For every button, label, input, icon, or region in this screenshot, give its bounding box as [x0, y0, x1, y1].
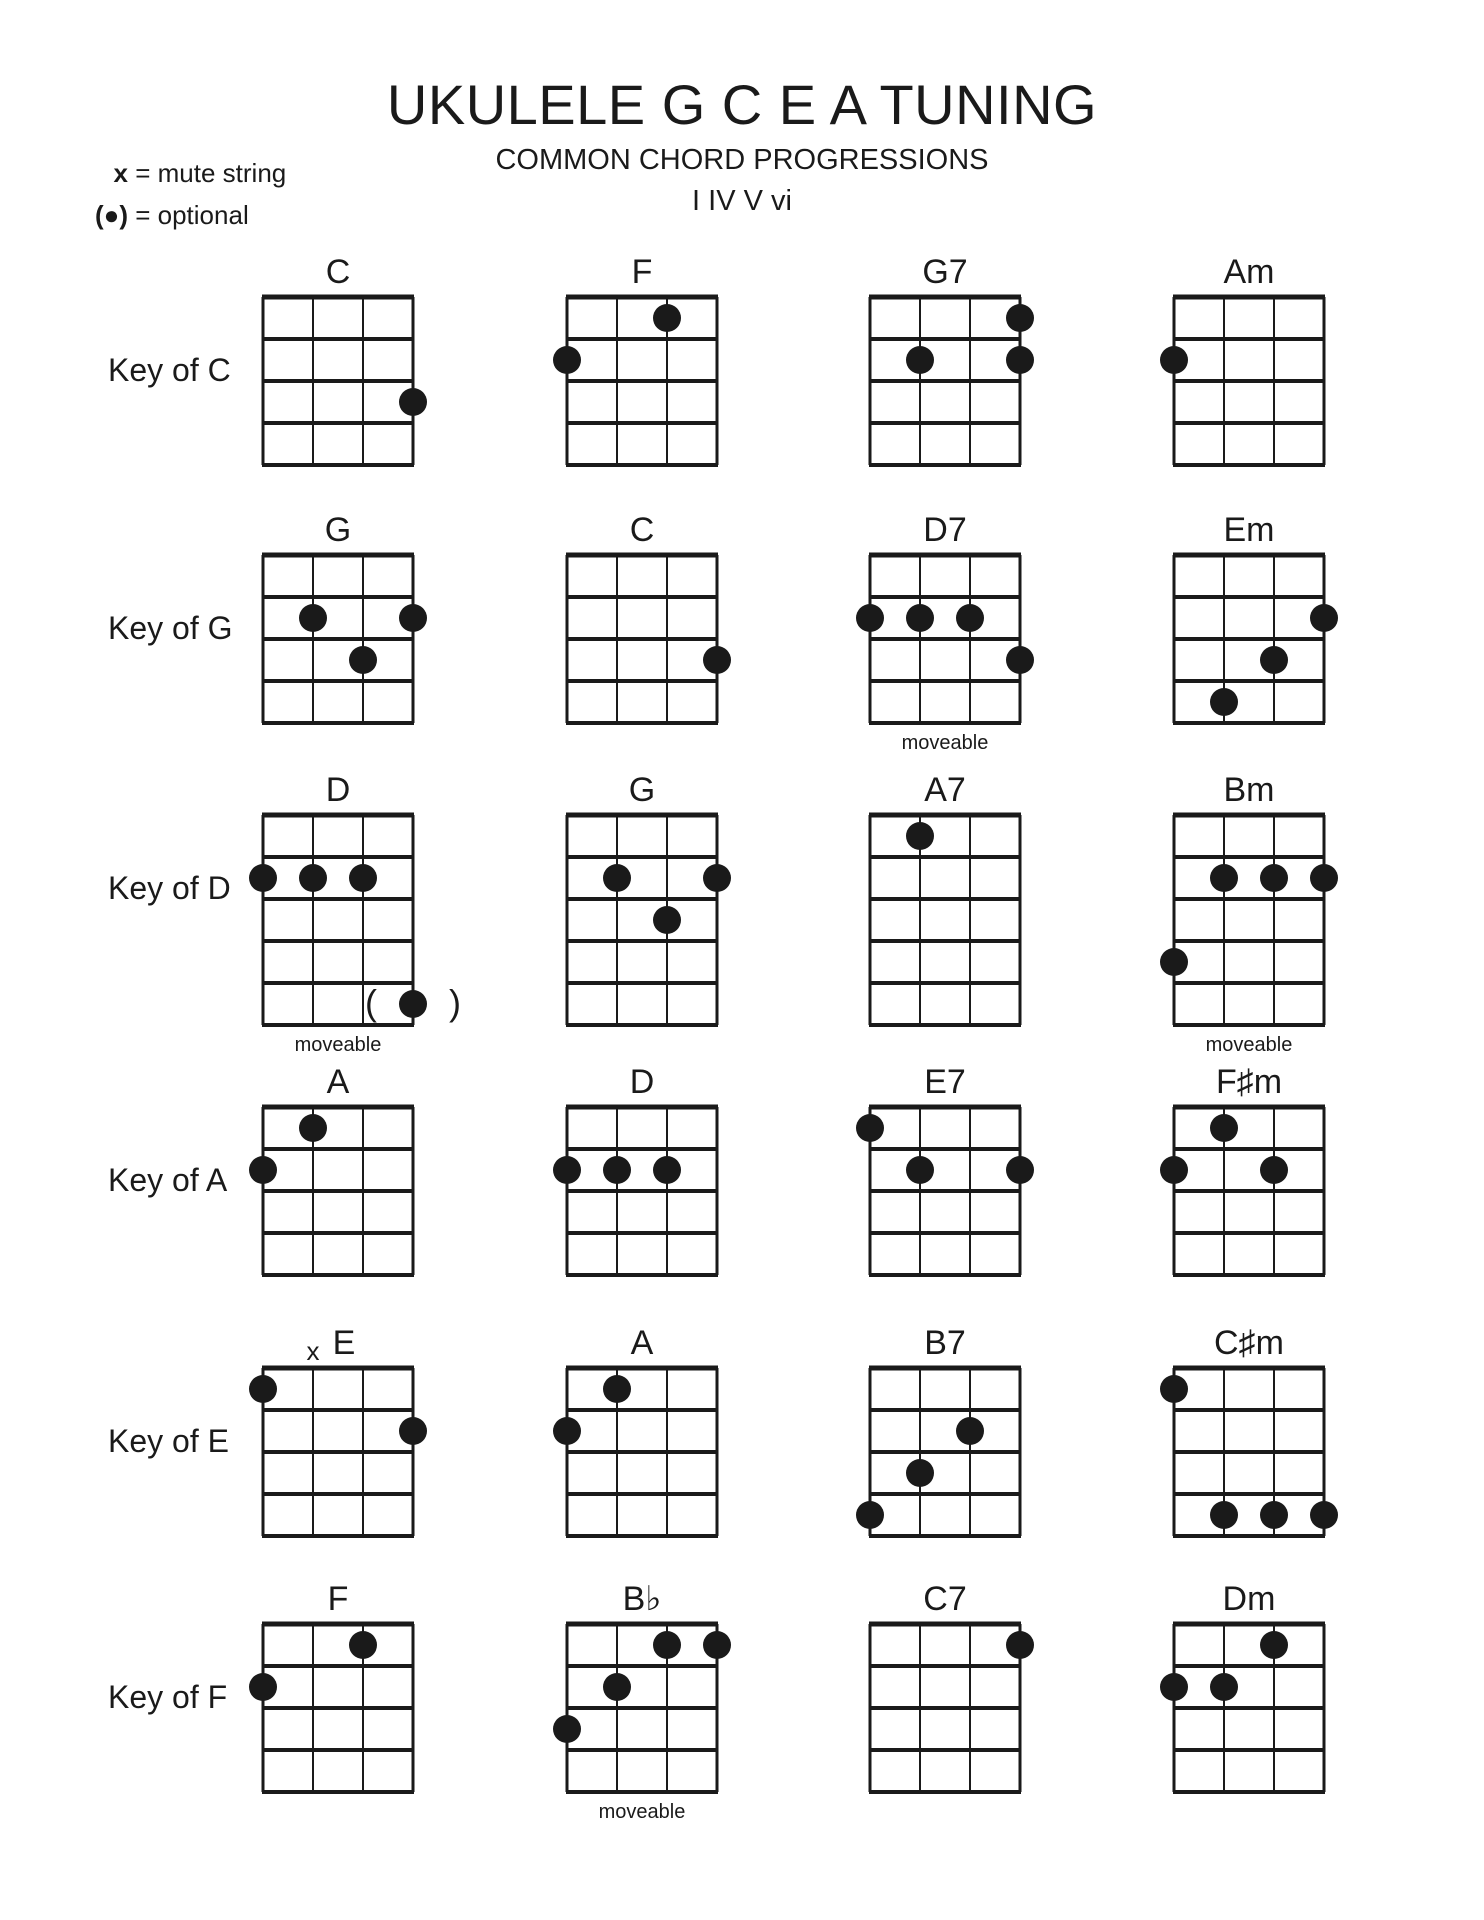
finger-dot — [299, 864, 327, 892]
finger-dot — [906, 822, 934, 850]
finger-dot — [1006, 1631, 1034, 1659]
chord-name: A7 — [924, 771, 966, 809]
chord-name: F♯m — [1215, 1063, 1283, 1101]
finger-dot — [603, 1673, 631, 1701]
chord-name: A — [326, 1063, 350, 1101]
finger-dot — [653, 906, 681, 934]
finger-dot — [399, 1417, 427, 1445]
finger-dot — [1160, 1156, 1188, 1184]
chord-name: G7 — [922, 253, 968, 291]
finger-dot — [553, 1417, 581, 1445]
finger-dot — [399, 604, 427, 632]
finger-dot — [1006, 646, 1034, 674]
chord-name: C — [629, 511, 655, 549]
finger-dot — [349, 864, 377, 892]
finger-dot — [1160, 1375, 1188, 1403]
finger-dot — [703, 646, 731, 674]
finger-dot — [1160, 1673, 1188, 1701]
chord-name: G — [628, 771, 656, 809]
finger-dot — [1260, 1501, 1288, 1529]
finger-dot — [1006, 1156, 1034, 1184]
chord-name: A — [630, 1324, 654, 1362]
chord-diagram — [553, 1063, 718, 1275]
chord-name: E — [332, 1324, 356, 1362]
optional-text: = optional — [135, 200, 249, 230]
chord-diagram — [1160, 1580, 1325, 1792]
mute-marker: x — [306, 1336, 320, 1366]
finger-dot — [1006, 304, 1034, 332]
progression-label: I IV V vi — [692, 185, 792, 217]
chord-diagram — [1173, 511, 1338, 723]
finger-dot — [1210, 1114, 1238, 1142]
moveable-note: moveable — [901, 732, 989, 754]
finger-dot — [906, 346, 934, 374]
chord-diagram — [553, 1324, 718, 1536]
finger-dot — [1260, 864, 1288, 892]
finger-dot — [249, 1673, 277, 1701]
chord-diagram — [856, 1063, 1034, 1275]
chord-diagram — [1160, 1063, 1325, 1275]
finger-dot — [1310, 864, 1338, 892]
chord-diagram — [249, 1324, 427, 1536]
finger-dot — [553, 1715, 581, 1743]
chord-diagram — [566, 511, 731, 723]
finger-dot — [1210, 1673, 1238, 1701]
chord-name: Am — [1223, 253, 1275, 291]
finger-dot — [856, 1501, 884, 1529]
chord-name: D — [325, 771, 351, 809]
finger-dot — [603, 864, 631, 892]
finger-dot — [299, 604, 327, 632]
finger-dot — [856, 1114, 884, 1142]
chord-diagram — [869, 771, 1021, 1025]
chord-name: Dm — [1222, 1580, 1276, 1618]
finger-dot — [553, 1156, 581, 1184]
key-label: Key of F — [108, 1679, 228, 1715]
finger-dot — [1006, 346, 1034, 374]
finger-dot — [1260, 646, 1288, 674]
chord-name: D7 — [923, 511, 967, 549]
chord-name: G — [324, 511, 352, 549]
finger-dot — [906, 1459, 934, 1487]
finger-dot — [653, 1156, 681, 1184]
finger-dot — [653, 1631, 681, 1659]
finger-dot — [906, 604, 934, 632]
chord-diagram — [1160, 253, 1325, 465]
finger-dot — [1160, 346, 1188, 374]
chord-diagram — [553, 1580, 731, 1823]
key-label: Key of C — [108, 352, 231, 388]
finger-dot — [1210, 864, 1238, 892]
chord-name: E7 — [924, 1063, 966, 1101]
finger-dot — [399, 388, 427, 416]
chord-diagram — [249, 1580, 414, 1792]
key-label: Key of D — [108, 870, 231, 906]
chord-diagram — [566, 771, 731, 1025]
finger-dot — [1160, 948, 1188, 976]
finger-dot — [956, 1417, 984, 1445]
chord-diagram — [869, 1580, 1034, 1792]
chord-name: D — [629, 1063, 655, 1101]
chord-diagram — [1160, 1324, 1338, 1536]
chord-name: B♭ — [622, 1580, 662, 1618]
finger-dot — [906, 1156, 934, 1184]
chord-diagram — [262, 511, 427, 723]
chord-diagram — [869, 253, 1034, 465]
key-label: Key of G — [108, 610, 233, 646]
finger-dot — [603, 1156, 631, 1184]
finger-dot — [1260, 1156, 1288, 1184]
finger-dot — [1260, 1631, 1288, 1659]
page-title: UKULELE G C E A TUNING — [386, 73, 1098, 136]
finger-dot — [553, 346, 581, 374]
chord-diagram — [856, 511, 1034, 754]
optional-parentheses: ( ) — [365, 982, 461, 1023]
finger-dot — [349, 1631, 377, 1659]
finger-dot — [703, 1631, 731, 1659]
chord-name: F — [631, 253, 653, 291]
chord-name: F — [327, 1580, 349, 1618]
key-label: Key of E — [108, 1423, 229, 1459]
chord-diagram — [553, 253, 718, 465]
chord-name: C — [325, 253, 351, 291]
optional-symbol: (●) — [94, 200, 128, 230]
finger-dot — [1310, 1501, 1338, 1529]
finger-dot — [1210, 1501, 1238, 1529]
finger-dot — [249, 864, 277, 892]
finger-dot — [349, 646, 377, 674]
chord-name: C♯m — [1214, 1324, 1284, 1362]
moveable-note: moveable — [598, 1801, 686, 1823]
chord-name: Bm — [1223, 771, 1275, 809]
chord-name: C7 — [923, 1580, 967, 1618]
chord-diagram — [856, 1324, 1021, 1536]
chord-diagram — [249, 771, 461, 1056]
mute-text: = mute string — [135, 158, 287, 188]
chord-diagram — [249, 1063, 414, 1275]
finger-dot — [653, 304, 681, 332]
chord-diagram — [1160, 771, 1338, 1056]
finger-dot — [1310, 604, 1338, 632]
mute-symbol: x — [113, 158, 128, 188]
finger-dot — [703, 864, 731, 892]
chord-diagram — [262, 253, 427, 465]
page-subtitle: COMMON CHORD PROGRESSIONS — [495, 144, 989, 176]
finger-dot — [1210, 688, 1238, 716]
moveable-note: moveable — [294, 1034, 382, 1056]
finger-dot — [249, 1375, 277, 1403]
moveable-note: moveable — [1205, 1034, 1293, 1056]
chord-name: Em — [1223, 511, 1275, 549]
finger-dot — [603, 1375, 631, 1403]
finger-dot — [249, 1156, 277, 1184]
finger-dot — [856, 604, 884, 632]
finger-dot — [299, 1114, 327, 1142]
chord-name: B7 — [924, 1324, 966, 1362]
finger-dot — [956, 604, 984, 632]
key-label: Key of A — [108, 1162, 228, 1198]
